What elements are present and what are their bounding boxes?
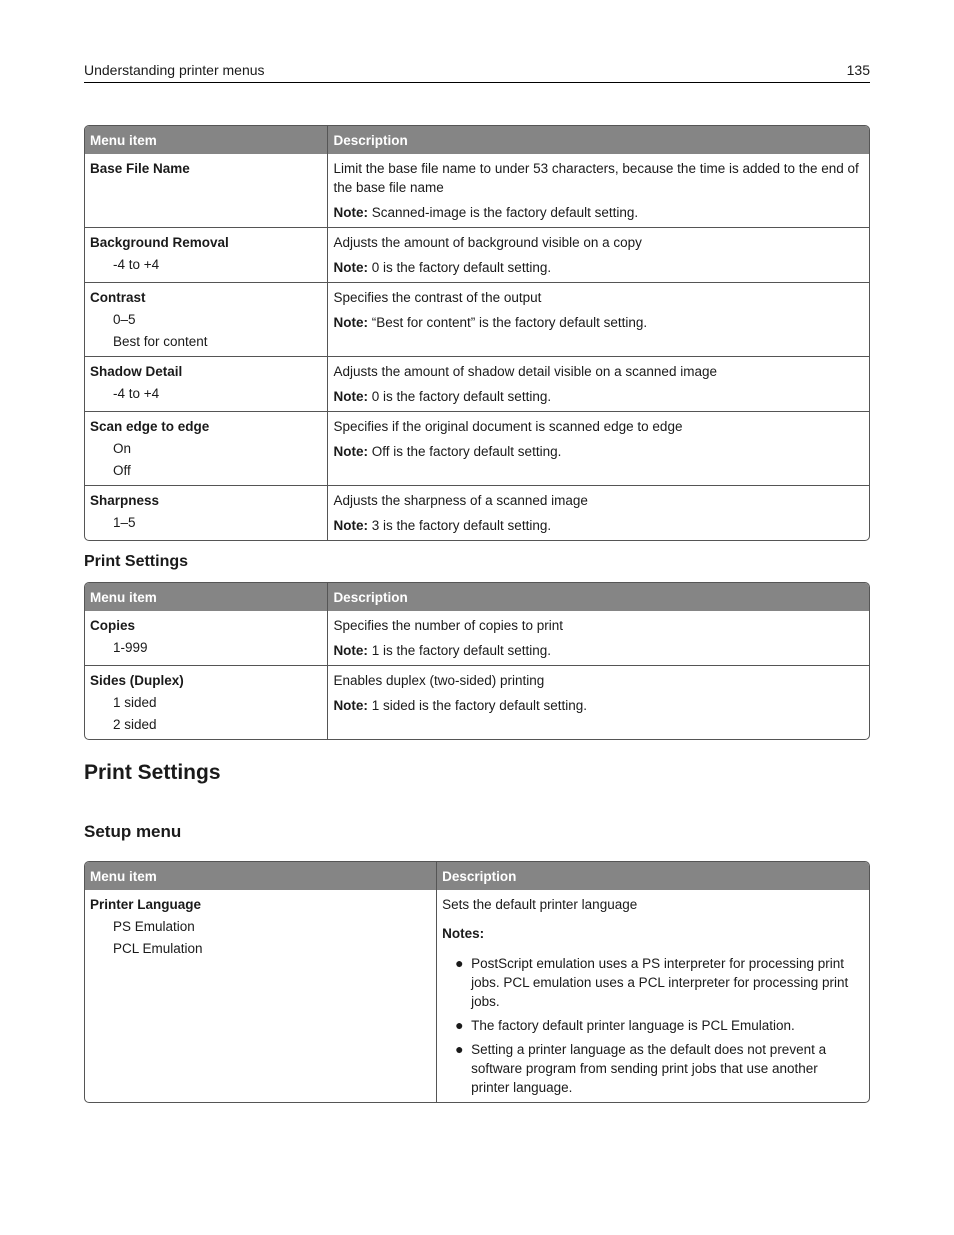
notes-list [442,954,851,1097]
menu-item-option: -4 to +4 [113,386,160,401]
column-header-description: Description [327,583,869,611]
item-note: Note: 1 is the factory default setting. [333,643,552,658]
menu-item-option: 1–5 [113,515,136,530]
list-item: ● The factory default printer language is PCL Emulation. [455,1017,795,1033]
running-title: Understanding printer menus [84,62,265,78]
item-note: Note: 0 is the factory default setting. [333,389,552,404]
menu-item-name: Printer Language [90,897,202,912]
section-heading-print-settings: Print Settings [84,761,221,784]
menu-item-name: Background Removal [90,235,229,250]
column-header-description: Description [436,862,869,890]
item-description: Limit the base file name to under 53 characters, because the time is added to the end of the base file name [333,161,859,195]
column-header-menu-item: Menu item [85,862,436,890]
table-row [85,411,869,485]
table-row [85,356,869,411]
table-row [85,665,869,739]
page-header [84,60,870,83]
item-description: Adjusts the sharpness of a scanned image [333,493,588,508]
menu-item-name: Base File Name [90,161,190,176]
subsection-heading-print-settings: Print Settings [84,553,189,570]
column-header-menu-item: Menu item [85,583,327,611]
menu-item-option: 1 sided [113,695,157,710]
menu-item-option: Best for content [113,334,208,349]
menu-item-name: Copies [90,618,136,633]
subsection-heading-setup-menu: Setup menu [84,822,182,841]
item-note: Note: Off is the factory default setting. [333,444,562,459]
menu-item-name: Sides (Duplex) [90,673,184,688]
item-note: Note: 1 sided is the factory default setting. [333,698,588,713]
menu-item-name: Contrast [90,290,146,305]
column-header-description: Description [327,126,869,154]
table-row [85,227,869,282]
setup-menu-table [84,861,870,1103]
column-header-menu-item: Menu item [85,126,327,154]
bullet-icon: ● [455,1041,464,1057]
item-note: Note: 0 is the factory default setting. [333,260,552,275]
item-note: Note: 3 is the factory default setting. [333,518,552,533]
list-item: ● PostScript emulation uses a PS interpreter for processing print jobs. PCL emulation uses a PCL interpreter for processing print jobs. [455,955,849,1009]
item-note: Note: Scanned-image is the factory default setting. [333,205,639,220]
item-description: Specifies the contrast of the output [333,290,542,305]
notes-label: Notes: [442,926,485,941]
item-description: Sets the default printer language [442,897,638,912]
table-row [85,154,869,227]
table-row [85,890,869,1102]
item-description: Adjusts the amount of background visible on a copy [333,235,642,250]
item-description: Specifies the number of copies to print [333,618,564,633]
item-description: Adjusts the amount of shadow detail visible on a scanned image [333,364,717,379]
scan-settings-table [84,125,870,541]
table-row [85,485,869,540]
menu-item-option: Off [113,463,131,478]
list-item: ● Setting a printer language as the default does not prevent a software program from sending print jobs that use another printer language. [455,1041,827,1095]
menu-item-option: PS Emulation [113,919,195,934]
item-note: Note: “Best for content” is the factory default setting. [333,315,648,330]
menu-item-option: 1-999 [113,640,148,655]
table-row [85,611,869,665]
menu-item-option: -4 to +4 [113,257,160,272]
bullet-icon: ● [455,955,464,971]
print-settings-table [84,582,870,740]
page-number: 135 [846,62,870,78]
table-row [85,282,869,356]
menu-item-option: 0–5 [113,312,136,327]
menu-item-name: Scan edge to edge [90,419,210,434]
menu-item-name: Shadow Detail [90,364,183,379]
menu-item-option: PCL Emulation [113,941,203,956]
bullet-icon: ● [455,1017,464,1033]
menu-item-option: On [113,441,132,456]
item-description: Enables duplex (two-sided) printing [333,673,545,688]
menu-item-name: Sharpness [90,493,160,508]
item-description: Specifies if the original document is scanned edge to edge [333,419,683,434]
menu-item-option: 2 sided [113,717,157,732]
